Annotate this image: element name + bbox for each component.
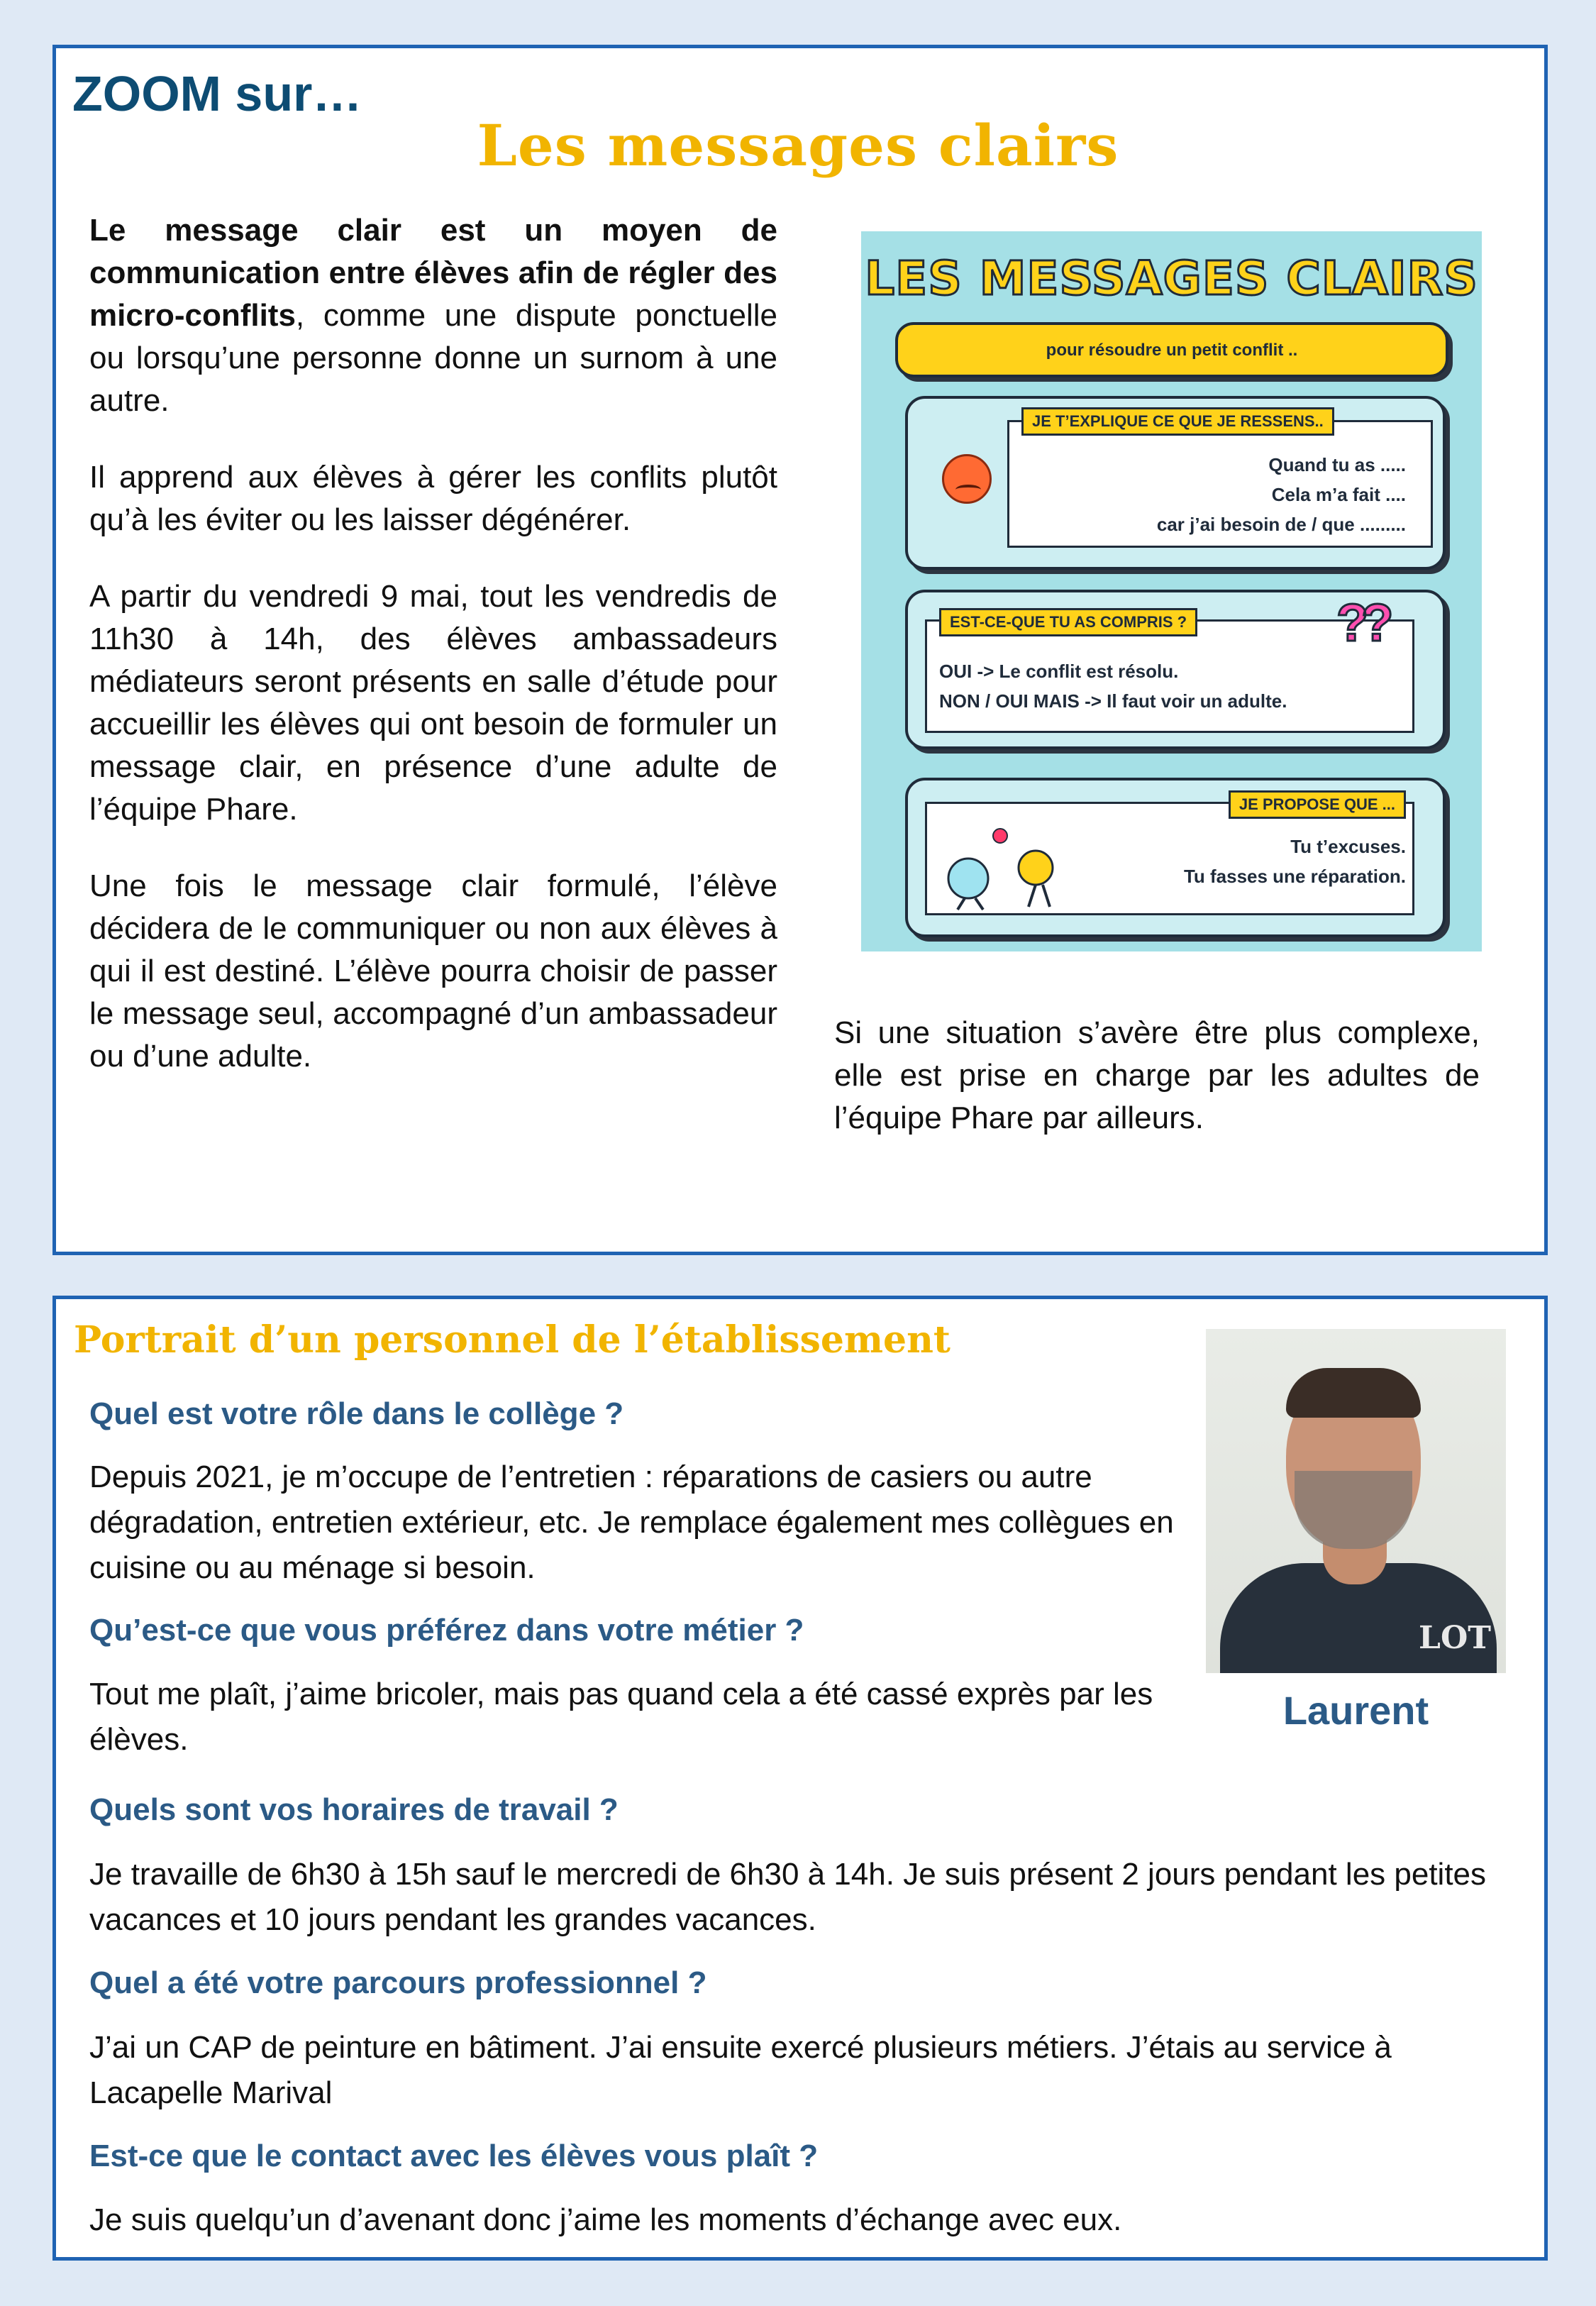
paragraph-process: Une fois le message clair formulé, l’élève décidera de le communiquer ou non aux élèves à qui il est destiné. L’élève pourra choisir de passer le message seul, accompagné d’un ambassadeur ou d’une adulte. <box>89 868 777 1074</box>
poster-title: LES MESSAGES CLAIRS <box>865 251 1478 306</box>
card-tag: EST-CE-QUE TU AS COMPRIS ? <box>939 608 1197 636</box>
intro-rest: , comme une dispute ponctuelle ou lorsqu’une personne donne un surnom à une autre. <box>89 298 777 418</box>
photo-caption: Laurent <box>1282 1688 1429 1733</box>
right-column: Si une situation s’avère être plus complexe, elle est prise en charge par les adultes de l’équipe Phare par ailleurs. <box>834 1015 1480 1135</box>
card-line: car j’ai besoin de / que ......... <box>1156 514 1406 535</box>
photo-beard <box>1295 1471 1412 1549</box>
answer-preference: Tout me plaît, j’aime bricoler, mais pas quand cela a été cassé exprès par les élèves. <box>89 1677 1153 1757</box>
answer-contact: Je suis quelqu’un d’avenant donc j’aime les moments d’échange avec eux. <box>89 2202 1122 2237</box>
card-line: Tu fasses une réparation. <box>1183 866 1406 887</box>
question-contact: Est-ce que le contact avec les élèves vous plaît ? <box>89 2139 819 2173</box>
zoom-label: ZOOM sur… <box>72 66 362 121</box>
left-column <box>89 209 777 1112</box>
characters-icon <box>936 815 1078 914</box>
intro-bold: Le message clair est un moyen de communication entre élèves afin de régler des micro-conflits <box>89 213 777 333</box>
poster-card-explain <box>905 396 1446 570</box>
staff-photo <box>1206 1329 1506 1673</box>
poster-card-propose <box>905 778 1446 937</box>
shirt-logo: LOT <box>1419 1620 1492 1656</box>
card-line: OUI -> Le conflit est résolu. <box>939 661 1179 682</box>
card-tag: JE PROPOSE QUE ... <box>1229 790 1406 819</box>
photo-hair <box>1286 1368 1421 1418</box>
question-hours: Quels sont vos horaires de travail ? <box>89 1792 619 1827</box>
angry-face-icon <box>942 454 992 504</box>
paragraph-intro <box>89 209 777 422</box>
answer-hours: Je travaille de 6h30 à 15h sauf le mercredi de 6h30 à 14h. Je suis présent 2 jours pendant les petites vacances et 10 jours pendant les grandes vacances. <box>89 1857 1487 1937</box>
section-title: Les messages clairs <box>477 112 1119 179</box>
question-marks-icon: ?? <box>1336 593 1387 652</box>
poster-card-understood <box>905 590 1446 749</box>
paragraph-schedule: A partir du vendredi 9 mai, tout les vendredis de 11h30 à 14h, des élèves ambassadeurs médiateurs seront présents en salle d’étude pour accueillir les élèves qui ont besoin de formuler un message clair, en présence d’une adulte de l’équipe Phare. <box>89 579 777 827</box>
answer-career: J’ai un CAP de peinture en bâtiment. J’ai ensuite exercé plusieurs métiers. J’étais au service à Lacapelle Marival <box>89 2030 1392 2110</box>
portrait-title: Portrait d’un personnel de l’établissement <box>74 1318 951 1362</box>
card-tag: JE T’EXPLIQUE CE QUE JE RESSENS.. <box>1021 407 1334 436</box>
card-line: Tu t’excuses. <box>1290 836 1406 857</box>
question-preference: Qu’est-ce que vous préférez dans votre métier ? <box>89 1613 804 1648</box>
messages-clairs-poster <box>861 231 1482 951</box>
answer-role: Depuis 2021, je m’occupe de l’entretien : réparations de casiers ou autre dégradation, entretien extérieur, etc. Je remplace également mes collègues en cuisine ou au ménage si besoin. <box>89 1460 1174 1585</box>
card-line: NON / OUI MAIS -> Il faut voir un adulte. <box>939 690 1287 712</box>
poster-banner: pour résoudre un petit conflit .. <box>895 322 1448 377</box>
card-line: Quand tu as ..... <box>1268 454 1406 475</box>
paragraph-purpose: Il apprend aux élèves à gérer les conflits plutôt qu’à les éviter ou les laisser dégénérer. <box>89 460 777 537</box>
question-career: Quel a été votre parcours professionnel ? <box>89 1965 707 2000</box>
question-role: Quel est votre rôle dans le collège ? <box>89 1396 624 1431</box>
card-line: Cela m’a fait .... <box>1271 484 1406 505</box>
